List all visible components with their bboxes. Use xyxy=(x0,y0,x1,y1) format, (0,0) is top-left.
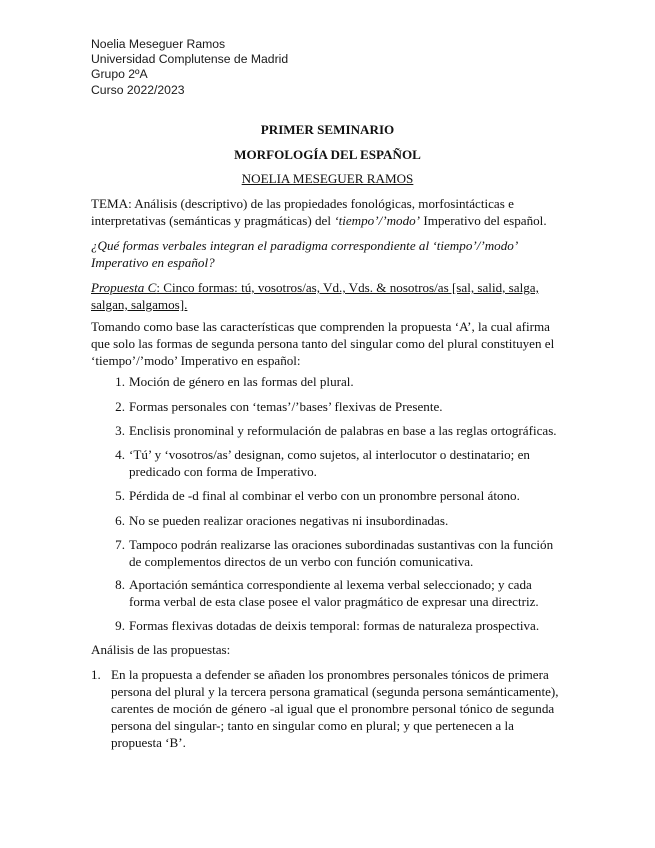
list-item-text: Aportación semántica correspondiente al lexema verbal seleccionado; y cada forma verbal de esta clase posee el valor pragmático de expresar una directriz. xyxy=(129,577,539,609)
list-item-text: Enclisis pronominal y reformulación de palabras en base a las reglas ortográficas. xyxy=(129,423,557,438)
tema-italic: ‘tiempo’/’modo’ xyxy=(334,213,421,228)
document-header xyxy=(91,37,288,98)
proposal-text-wrap xyxy=(91,280,539,312)
author-line: Noelia Meseguer Ramos xyxy=(91,37,226,51)
tema-paragraph xyxy=(91,195,561,229)
list-item-text: Moción de género en las formas del plural. xyxy=(129,374,354,389)
question-paragraph: ¿Qué formas verbales integran el paradigma correspondiente al ‘tiempo’/’modo’ Imperativo en español? xyxy=(91,238,517,270)
list-item-number: 4. xyxy=(115,447,125,462)
tema-label: TEMA: xyxy=(91,196,132,211)
list-item-text: ‘Tú’ y ‘vosotros/as’ designan, como sujetos, al interlocutor o destinatario; en predicado con forma de Imperativo. xyxy=(129,447,530,479)
list-item-text: Pérdida de -d final al combinar el verbo con un pronombre personal átono. xyxy=(129,488,520,503)
course-line: Curso 2022/2023 xyxy=(91,82,185,97)
proposal-text: : Cinco formas: tú, vosotros/as, Vd., Vds. & nosotros/as [sal, salid, salga, salgan, salgamos]. xyxy=(91,280,539,312)
proposal-label: Propuesta C xyxy=(91,280,157,295)
list-item-number: 9. xyxy=(115,618,125,633)
list-item-text: Tampoco podrán realizarse las oraciones subordinadas sustantivas con la función de complementos directos de un verbo con función comunicativa. xyxy=(129,537,554,569)
author-title xyxy=(0,170,655,187)
list-item-number: 2. xyxy=(115,399,125,414)
list-item-text: Formas personales con ‘temas’/’bases’ flexivas de Presente. xyxy=(129,399,443,414)
list-item-text: No se pueden realizar oraciones negativas ni insubordinadas. xyxy=(129,513,449,528)
list-item-number: 3. xyxy=(115,423,125,438)
tema-text-a: Análisis (descriptivo) de las propiedades fonológicas, morfosintácticas e interpretativas (semánticas y pragmáticas) del xyxy=(91,196,514,228)
list-item-number: 7. xyxy=(115,537,125,552)
list-item-number: 5. xyxy=(115,488,125,503)
analysis-item-text: En la propuesta a defender se añaden los pronombres personales tónicos de primera persona del plural y la tercera persona gramatical (segunda persona semánticamente), carentes de moción de género -al igual que el pronombre personal tónico de segunda persona del singular-; tanto en singular como en plural; y que pertenecen a la propuesta ‘B’. xyxy=(111,667,559,750)
proposal-paragraph xyxy=(91,279,561,313)
list-item-number: 8. xyxy=(115,577,125,592)
subject-title: MORFOLOGÍA DEL ESPAÑOL xyxy=(234,147,421,162)
list-item-text: Formas flexivas dotadas de deixis temporal: formas de naturaleza prospectiva. xyxy=(129,618,540,633)
seminar-title: PRIMER SEMINARIO xyxy=(260,122,395,137)
analysis-item-number: 1. xyxy=(91,667,101,682)
author-title-text: NOELIA MESEGUER RAMOS xyxy=(241,171,414,186)
tema-text-b: Imperativo del español. xyxy=(420,213,547,228)
intro-paragraph: Tomando como base las características que comprenden la propuesta ‘A’, la cual afirma que solo las formas de segunda persona tanto del singular como del plural constituyen el ‘tiempo’/’modo’ Imperativo en español: xyxy=(91,319,555,368)
analysis-heading: Análisis de las propuestas: xyxy=(91,642,231,657)
group-line: Grupo 2ºA xyxy=(91,67,148,82)
list-item-number: 6. xyxy=(115,513,125,528)
university-line: Universidad Complutense de Madrid xyxy=(91,52,289,67)
list-item-number: 1. xyxy=(115,374,125,389)
